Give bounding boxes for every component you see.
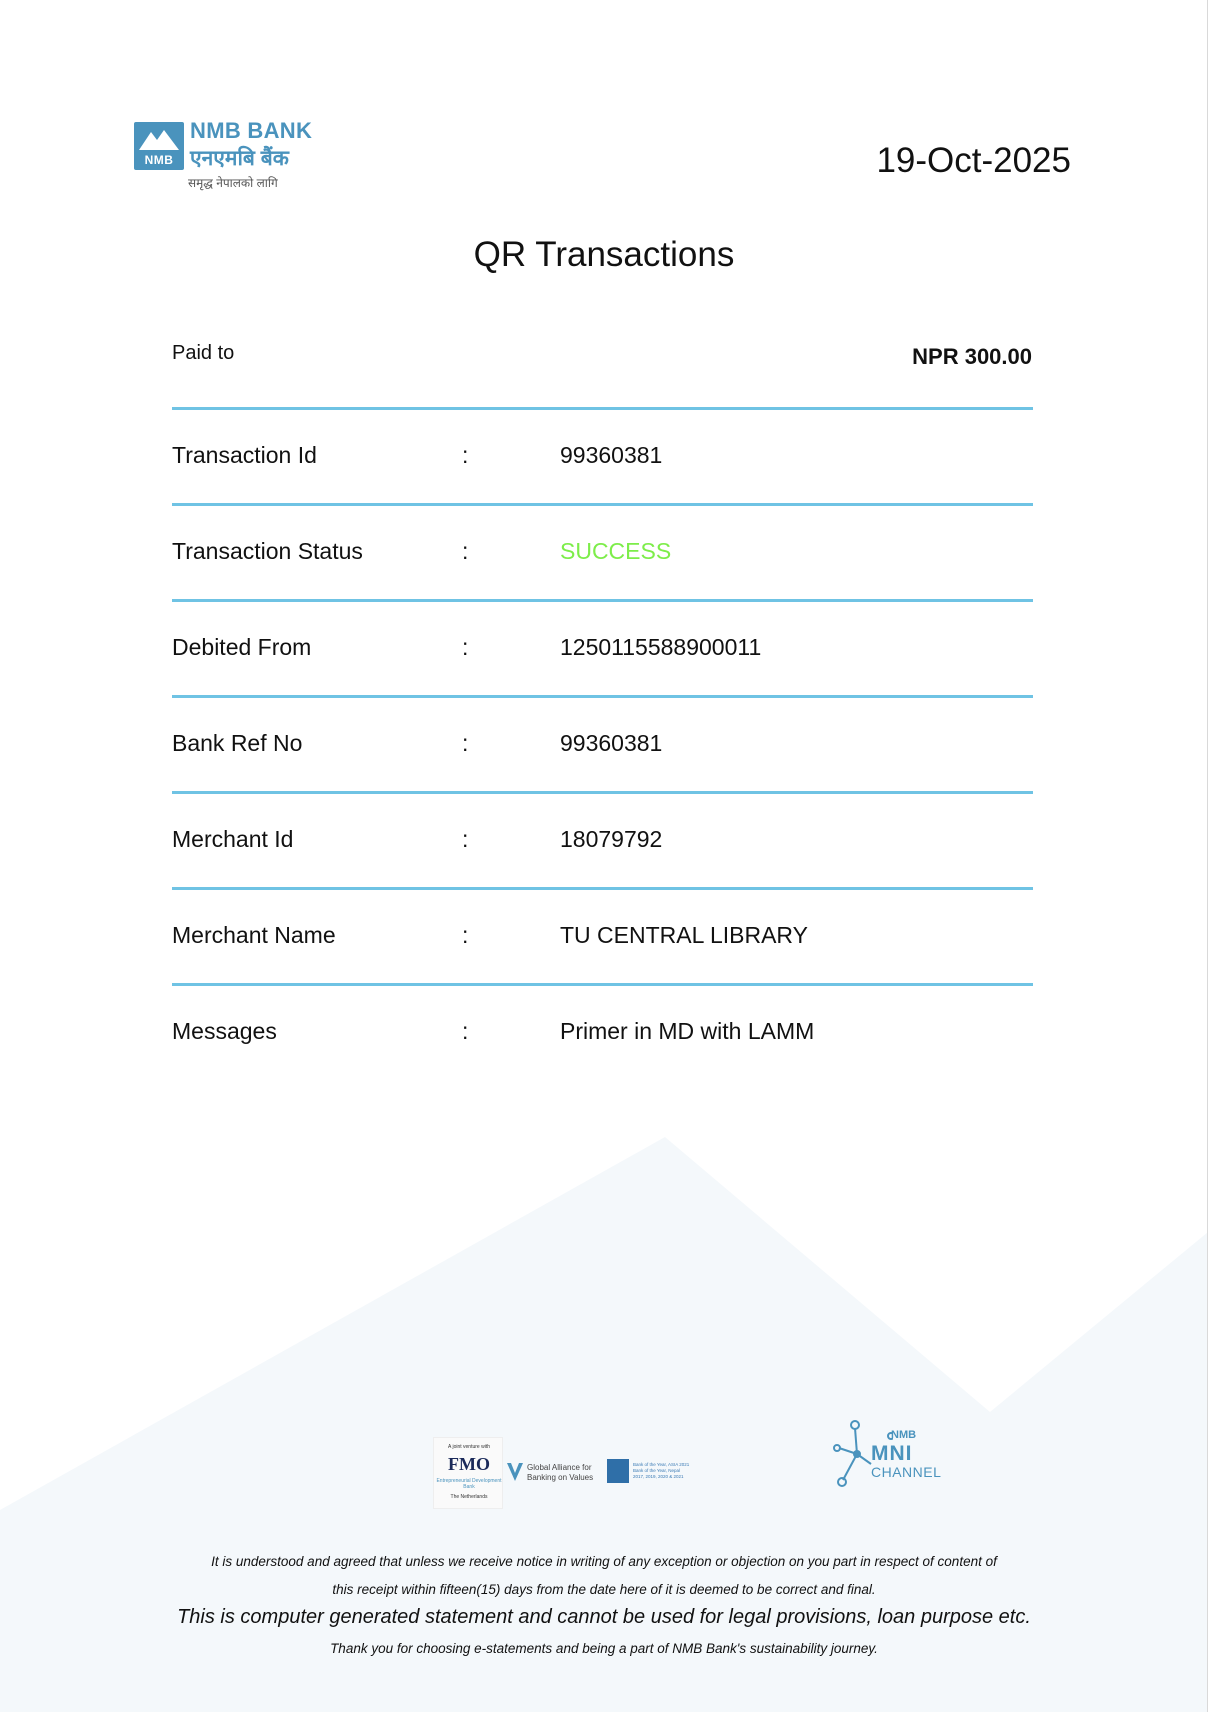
detail-row (172, 407, 1033, 503)
award-badge (607, 1459, 703, 1485)
status-value: SUCCESS (560, 538, 672, 564)
paid-to-label: Paid to (172, 342, 235, 364)
fmo-logo (433, 1437, 503, 1509)
award-line-1: Bank of the Year, ASIA 2021 (633, 1462, 690, 1467)
nmb-bank-logo (134, 118, 314, 198)
detail-row (172, 695, 1033, 791)
award-line-2: Bank of the Year, Nepal (633, 1468, 681, 1473)
detail-row (172, 983, 1033, 1079)
row-value: 18079792 (560, 826, 663, 852)
detail-row (172, 599, 1033, 695)
bank-name-nepali: एनएमबि बैंक (190, 147, 289, 170)
mountain-icon (139, 128, 179, 150)
award-icon (607, 1459, 629, 1483)
bank-tagline: समृद्ध नेपालको लागि (188, 176, 278, 190)
transaction-details (172, 407, 1033, 1079)
row-colon: : (462, 538, 469, 564)
gabv-line-2: Banking on Values (527, 1473, 594, 1482)
footer-disclaimer-line-2: this receipt within fifteen(15) days from the date here of it is deemed to be correct and final. (332, 1582, 876, 1597)
omni-mni-text: MNI (871, 1442, 913, 1465)
detail-row (172, 503, 1033, 599)
row-colon: : (462, 442, 469, 468)
fmo-country: The Netherlands (450, 1494, 488, 1500)
row-value: 99360381 (560, 442, 663, 468)
omni-nmb-text: NMB (891, 1429, 917, 1441)
detail-row (172, 791, 1033, 887)
row-value: 99360381 (560, 730, 663, 756)
row-label: Transaction Status (172, 538, 363, 564)
row-label: Bank Ref No (172, 730, 303, 756)
row-value: TU CENTRAL LIBRARY (560, 922, 808, 948)
detail-row (172, 887, 1033, 983)
row-colon: : (462, 730, 469, 756)
omni-channel-text: CHANNEL (871, 1464, 942, 1480)
row-label: Merchant Id (172, 826, 294, 852)
page-title: QR Transactions (473, 235, 735, 274)
award-line-3: 2017, 2019, 2020 & 2021 (633, 1474, 684, 1479)
row-colon: : (462, 634, 469, 660)
footer-thanks: Thank you for choosing e-statements and being a part of NMB Bank's sustainability journey. (330, 1641, 878, 1656)
fmo-subtitle: Entrepreneurial Development Bank (436, 1478, 502, 1490)
row-value: 1250115588900011 (560, 634, 762, 660)
bank-name-english: NMB BANK (190, 118, 313, 143)
row-label: Debited From (172, 634, 312, 660)
statement-date: 19-Oct-2025 (876, 141, 1071, 180)
logo-mark (134, 122, 184, 170)
row-label: Merchant Name (172, 922, 336, 948)
footer-notice: This is computer generated statement and cannot be used for legal provisions, loan purpose etc. (177, 1606, 1031, 1628)
fmo-top-text: A joint venture with (448, 1444, 490, 1450)
fmo-name: FMO (448, 1454, 490, 1474)
row-label: Transaction Id (172, 442, 317, 468)
row-colon: : (462, 826, 469, 852)
award-text (633, 1462, 689, 1480)
gabv-line-1: Global Alliance for (527, 1463, 592, 1472)
logo-mark-text: NMB (144, 153, 174, 167)
row-value: Primer in MD with LAMM (560, 1018, 815, 1044)
row-label: Messages (172, 1018, 277, 1044)
gabv-icon (505, 1459, 525, 1483)
gabv-text (527, 1463, 593, 1483)
row-colon: : (462, 1018, 469, 1044)
footer-disclaimer-line-1: It is understood and agreed that unless we receive notice in writing of any exception or objection on you part in respect of content of (211, 1554, 997, 1569)
partner-logos (433, 1437, 703, 1511)
paid-amount: NPR 300.00 (912, 344, 1032, 369)
row-colon: : (462, 922, 469, 948)
nmb-omni-channel-logo (833, 1418, 953, 1490)
